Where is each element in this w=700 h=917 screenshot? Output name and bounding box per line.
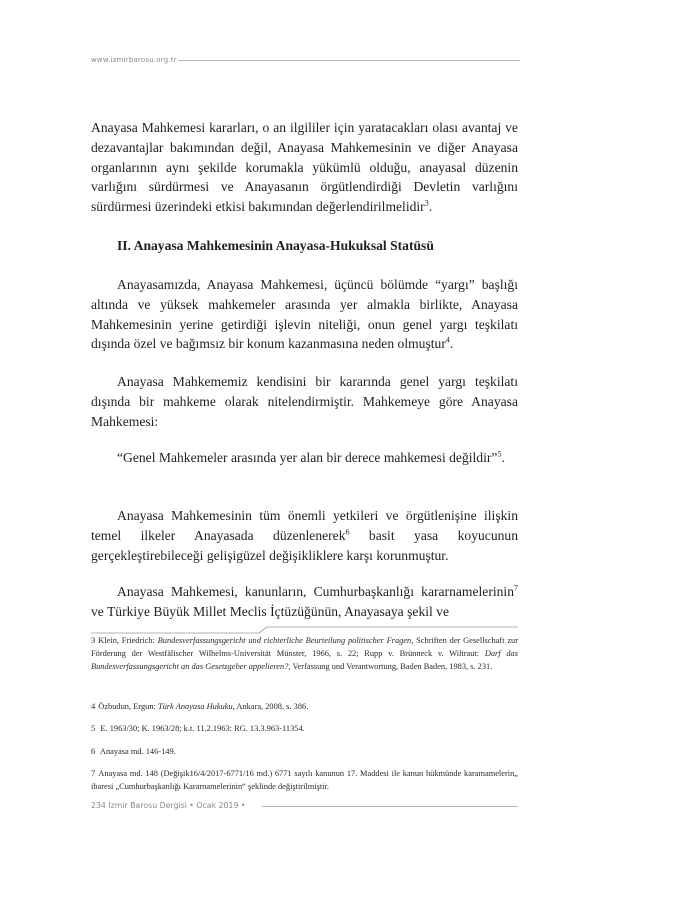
paragraph-6-text-b: ve Türkiye Büyük Millet Meclis İçtüzüğünün, Anayasaya şekil ve xyxy=(91,603,450,619)
footnote-ref-4[interactable]: 4 xyxy=(445,335,450,345)
header-url: www.izmirbarosu.org.tr xyxy=(91,56,177,64)
footnote-ref-7[interactable]: 7 xyxy=(514,583,518,593)
footnote-4: 4 Özbudun, Ergun: Türk Anayasa Hukuku, Ankara, 2008, s. 386. xyxy=(91,701,309,711)
footnote-7-number: 7 xyxy=(91,768,96,778)
footnote-6-number: 6 xyxy=(91,746,96,756)
footnote-separator xyxy=(91,626,518,634)
header-rule xyxy=(178,60,520,61)
paragraph-5 xyxy=(91,506,518,565)
paragraph-5-text-a: Anayasa Mahkemesinin tüm önemli yetkileri ve örgütlenişine ilişkin temel ilkeler Anayasada düzenlenerek xyxy=(91,508,518,543)
footnote-4-number: 4 xyxy=(91,701,96,711)
footnote-5-number: 5 xyxy=(91,723,96,733)
footer-rule xyxy=(262,806,518,807)
section-heading-text: II. Anayasa Mahkemesinin Anayasa-Hukuksal Statüsü xyxy=(117,238,434,253)
paragraph-1: Anayasa Mahkemesi kararları, o an ilgililer için yaratacakları olası avantaj ve dezavantajlar bakımından değil, Anayasa Mahkemesinin ve diğer Anayasa organlarının aynı şekilde korumakla yükümlü olduğu, anayasal düzenin varlığını sürdürmesi ve Anayasanın örgütlendirdiği Devletin varlığını sürdürmesi üzerindeki etkisi bakımından değerlendirilmelidir$^3$. xyxy=(91,120,518,215)
paragraph-4: “Genel Mahkemeler arasında yer alan bir derece mahkemesi değildir”$^5$. xyxy=(117,449,505,465)
footnote-7: 7 Anayasa md. 148 (Değişik16/4/2017-6771/16 md.) 6771 sayılı kanunun 17. Maddesi ile kanun hükmünde karamamelerin„ ibaresi „Cumhurbaşkanlığı Kararnamelerinin“ şeklinde değiştirilmiştir. xyxy=(91,768,518,792)
footnote-5: 5 E. 1963/30; K. 1963/28; k.t. 11.2.1963: RG. 13.3.963-11354. xyxy=(91,723,305,733)
footnote-ref-5[interactable]: 5 xyxy=(497,449,502,459)
paragraph-5-text-b: basit yasa koyucunun gerçekleştirebileceği gelişigüzel değişikliklere karşı korunmuştur. xyxy=(91,527,519,563)
paragraph-4-text: “Genel Mahkemeler arasında yer alan bir derece mahkemesi değildir” xyxy=(117,450,498,465)
paragraph-6-text-a: Anayasa Mahkemesi, kanunların, Cumhurbaşkanlığı kararnamelerinin xyxy=(117,584,514,599)
page-footer: 234 İzmir Barosu Dergisi • Ocak 2019 • xyxy=(91,801,246,810)
paragraph-6 xyxy=(91,582,518,622)
paragraph-3 xyxy=(91,372,518,431)
paragraph-2: Anayasamızda, Anayasa Mahkemesi, üçüncü bölümde “yargı” başlığı altında ve yüksek mahkemeler arasında yer almakla birlikte, Anayasa Mahkemesinin yerine getirdiği işlevin niteliği, onun genel yargı teşkilatı dışında özel ve bağımsız bir konum kazanmasına neden olmuştur$^4$. xyxy=(91,277,518,352)
footnote-3: 3 Klein, Friedrich: Bundesverfassungsgericht und richterliche Beurteilung politischer Fragen, Schriften der Gesellschaft zur Förderung der Westfälischer Wilhelms-Universität Münster, 1966, s. 22; Rupp v. Brünneck v. Wiltraut: Darf das Bundesverfassungsgericht an das Gesetzgeber appelieren?, Verfassung und Verantwortung, Baden Baden, 1983, s. 231. xyxy=(91,635,519,672)
footnote-6: 6 Anayasa md. 146-149. xyxy=(91,746,176,756)
footnote-ref-6[interactable]: 6 xyxy=(345,527,350,537)
section-heading xyxy=(91,236,518,256)
footnote-ref-3[interactable]: 3 xyxy=(424,198,429,208)
paragraph-1-text: Anayasa Mahkemesi kararları, o an ilgililer için yaratacakları olası avantaj ve dezavantajlar bakımından değil, Anayasa Mahkemesinin ve diğer Anayasa organlarının aynı şekilde korumakla yükümlü olduğu, anayasal düzenin varlığını sürdürmesi ve Anayasanın örgütlendirdiği Devletin varlığını sürdürmesi üzerindeki etkisi bakımından değerlendirilmelidir xyxy=(91,120,518,215)
paragraph-3-text: Anayasa Mahkememiz kendisini bir kararında genel yargı teşkilatı dışında bir mahkeme olarak nitelendirmiştir. Mahkemeye göre Anayasa Mahkemesi: xyxy=(91,374,518,429)
paragraph-2-text: Anayasamızda, Anayasa Mahkemesi, üçüncü bölümde “yargı” başlığı altında ve yüksek mahkemeler arasında yer almakla birlikte, Anayasa Mahkemesinin yerine getirdiği işlevin niteliği, onun genel yargı teşkilatı dışında özel ve bağımsız bir konum kazanmasına neden olmuştur xyxy=(91,277,518,352)
footnote-3-number: 3 xyxy=(91,635,96,645)
